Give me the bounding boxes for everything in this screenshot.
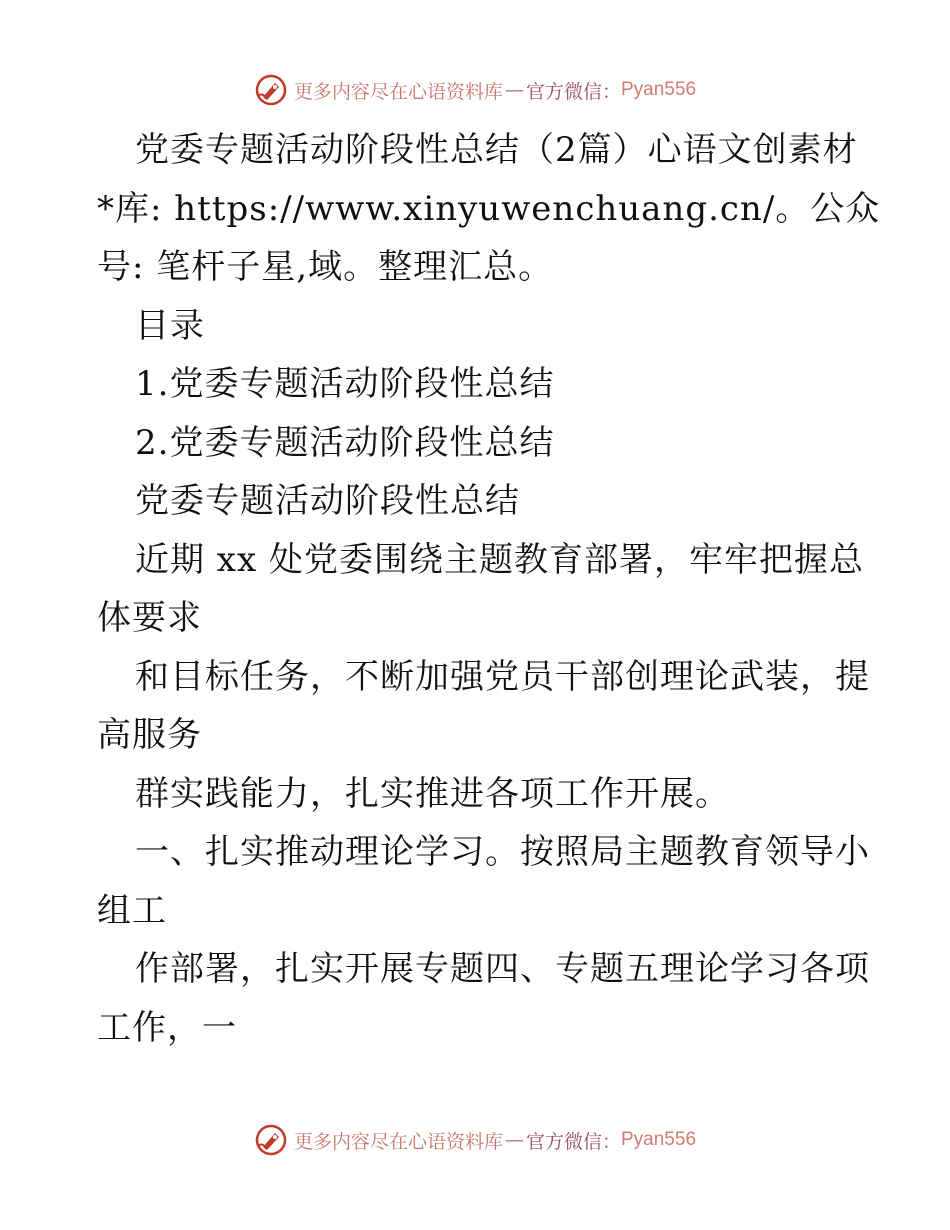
toc-item-2: 2.党委专题活动阶段性总结 (135, 422, 555, 463)
pen-nib-logo-icon (254, 73, 288, 107)
toc-heading: 目录 (135, 305, 205, 346)
paragraph-line: 群实践能力，扎实推进各项工作开展。 (135, 773, 730, 814)
document-body (97, 121, 881, 1057)
paragraph-line: 体要求 (97, 598, 202, 638)
doc-source-line: *库: https://www.xinyuwenchuang.cn/。公众 (97, 188, 881, 229)
toc-item-1: 1.党委专题活动阶段性总结 (135, 364, 555, 404)
banner-wechat-id: Pyan556 (621, 79, 697, 100)
banner-wechat-label: 官方微信： (525, 1130, 621, 1153)
banner-wechat-id: Pyan556 (621, 1129, 697, 1150)
header-banner (0, 70, 950, 110)
banner-dash: — (504, 1129, 524, 1151)
banner-brand-text: 更多内容尽在心语资料库 (293, 80, 503, 103)
paragraph-line: 组工 (97, 890, 167, 931)
banner-brand-text: 更多内容尽在心语资料库 (293, 1130, 503, 1153)
pen-nib-logo-icon (254, 1123, 288, 1157)
doc-source-line-2: 号: 笔杆子星,域。整理汇总。 (97, 247, 554, 287)
paragraph-line: 一、扎实推动理论学习。按照局主题教育领导小 (135, 832, 870, 872)
paragraph-line: 近期 xx 处党委围绕主题教育部署，牢牢把握总 (135, 539, 864, 580)
paragraph-line: 工作，一 (97, 1007, 237, 1048)
banner-wechat-label: 官方微信： (525, 80, 621, 103)
paragraph-line: 高服务 (97, 715, 202, 755)
banner-dash: — (504, 79, 524, 101)
paragraph-line: 和目标任务，不断加强党员干部创理论武装，提 (135, 656, 870, 697)
paragraph-line: 作部署，扎实开展专题四、专题五理论学习各项 (135, 949, 870, 989)
doc-title-line: 党委专题活动阶段性总结（2篇）心语文创素材 (135, 130, 858, 170)
footer-banner (0, 1120, 950, 1160)
section-title: 党委专题活动阶段性总结 (135, 481, 520, 521)
